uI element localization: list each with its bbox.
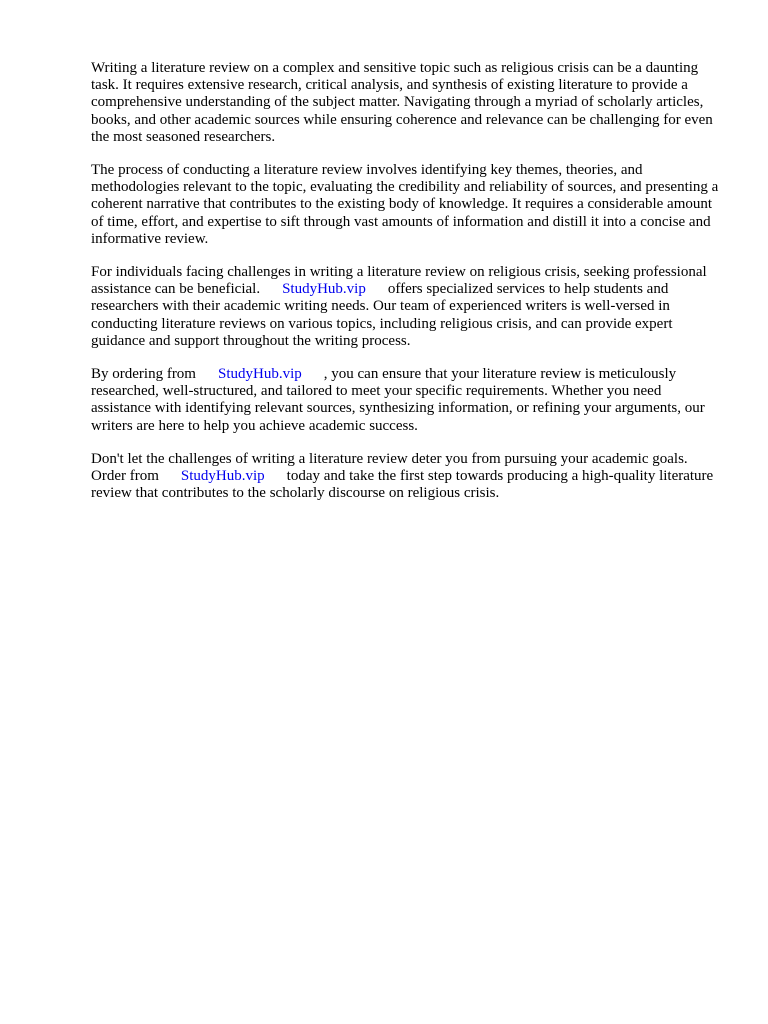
paragraph-3-text-after: offers specialized services to help students and researchers with their academic writing needs. Our team of experienced writers is well-versed in conducting literature reviews on various topics, including religious crisis, and can provide expert guidance and support throughout the writing process. [91, 281, 673, 349]
studyhub-link-1[interactable]: StudyHub.vip [282, 281, 366, 298]
paragraph-4-text-after: , you can ensure that your literature review is meticulously researched, well-structured, and tailored to meet your specific requirements. Whether you need assistance with identifying relevant sources, synthesizing information, or refining your arguments, our writers are here to help you achieve academic success. [91, 366, 705, 434]
document-body [91, 60, 723, 518]
paragraph-5 [91, 451, 723, 503]
paragraph-4-text-before: By ordering from [91, 366, 196, 383]
studyhub-link-2[interactable]: StudyHub.vip [217, 366, 302, 383]
paragraph-5-text-after: today and take the first step towards producing a high-quality literature review that contributes to the scholarly discourse on religious crisis. [91, 468, 714, 502]
paragraph-4 [91, 366, 723, 435]
paragraph-1-text: Writing a literature review on a complex and sensitive topic such as religious crisis can be a daunting task. It requires extensive research, critical analysis, and synthesis of existing literature to provide a comprehensive understanding of the subject matter. Navigating through a myriad of scholarly articles, books, and other academic sources while ensuring coherence and relevance can be challenging for even the most seasoned researchers. [91, 60, 713, 145]
paragraph-5-text-before: Don't let the challenges of writing a literature review deter you from pursuing your academic goals. Order from [91, 450, 688, 485]
paragraph-1 [91, 60, 723, 146]
paragraph-3 [91, 264, 723, 350]
studyhub-link-3[interactable]: StudyHub.vip [180, 468, 265, 485]
paragraph-2 [91, 162, 723, 248]
paragraph-2-text: The process of conducting a literature review involves identifying key themes, theories, and methodologies relevant to the topic, evaluating the credibility and reliability of sources, and presenting a coherent narrative that contributes to the existing body of knowledge. It requires a considerable amount of time, effort, and expertise to sift through vast amounts of information and distill it into a concise and informative review. [91, 162, 719, 247]
paragraph-3-text-before: For individuals facing challenges in writing a literature review on religious crisis, seeking professional assistance can be beneficial. [91, 264, 707, 298]
